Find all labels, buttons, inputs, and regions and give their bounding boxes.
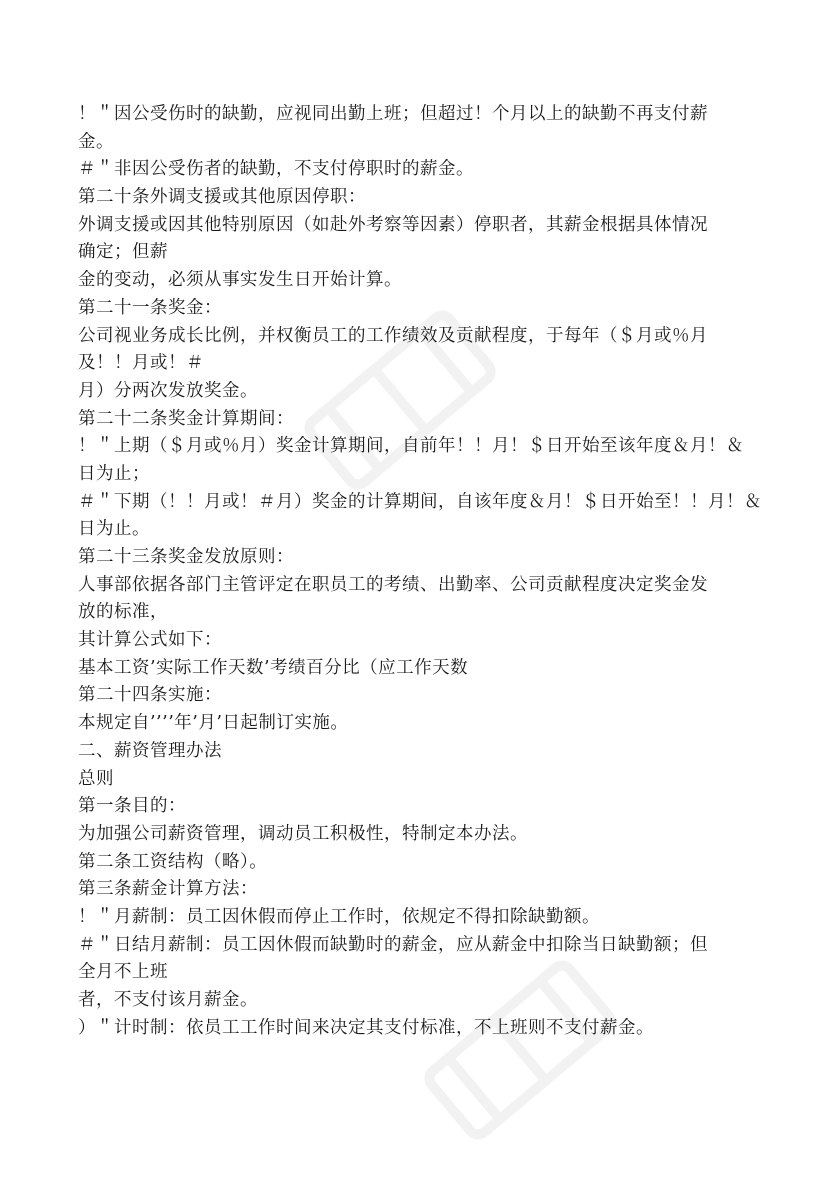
text-line: 日为止。 — [78, 519, 150, 540]
text-line: 为加强公司薪资管理，调动员工积极性，特制定本办法。 — [78, 823, 528, 844]
text-line: 公司视业务成长比例，并权衡员工的工作绩效及贡献程度，于每年（＄月或％月 — [78, 325, 708, 346]
section-heading: 第三条薪金计算方法： — [78, 879, 258, 900]
text-line: 人事部依据各部门主管评定在职员工的考绩、出勤率、公司贡献程度决定奖金发 — [78, 574, 708, 595]
text-line: 全月不上班 — [78, 962, 168, 983]
text-line: 金的变动，必须从事实发生日开始计算。 — [78, 270, 402, 291]
text-line: ＃＂下期（！！月或！＃月）奖金的计算期间，自该年度＆月！＄日开始至！！月！＆ — [78, 491, 762, 512]
section-heading: 第二十二条奖金计算期间： — [78, 408, 294, 429]
text-line: 本规定自’’’’年’月’日起制订实施。 — [78, 713, 349, 734]
section-heading: 第二十四条实施： — [78, 685, 222, 706]
section-heading: 第一条目的： — [78, 796, 186, 817]
text-line: ）＂计时制：依员工工作时间来决定其支付标准，不上班则不支付薪金。 — [78, 1017, 654, 1038]
text-line: 月）分两次发放奖金。 — [78, 380, 258, 401]
text-line: 放的标准， — [78, 602, 168, 623]
section-heading: 第二条工资结构（略）。 — [78, 851, 268, 872]
text-line: ＃＂日结月薪制：员工因休假而缺勤时的薪金，应从薪金中扣除当日缺勤额；但 — [78, 934, 708, 955]
text-line: ！＂月薪制：员工因休假而停止工作时，依规定不得扣除缺勤额。 — [78, 906, 600, 927]
section-heading: 第二十三条奖金发放原则： — [78, 547, 294, 567]
text-line: 其计算公式如下： — [78, 630, 222, 651]
text-line: ！＂因公受伤时的缺勤，应视同出勤上班；但超过！个月以上的缺勤不再支付薪 — [78, 104, 708, 124]
text-line: 确定；但薪 — [78, 242, 168, 263]
section-heading: 第二十条外调支援或其他原因停职： — [78, 187, 366, 208]
document-body — [78, 101, 760, 1042]
text-line: 者，不支付该月薪金。 — [78, 990, 258, 1010]
section-heading: 第二十一条奖金： — [78, 297, 222, 318]
text-line: 日为止； — [78, 463, 150, 484]
text-line: 外调支援或因其他特别原因（如赴外考察等因素）停职者，其薪金根据具体情况 — [78, 214, 708, 235]
chapter-heading: 二、薪资管理办法 — [78, 740, 222, 761]
text-line: 及！！月或！＃ — [78, 353, 204, 374]
text-line: 金。 — [78, 131, 114, 152]
formula-line: 基本工资’实际工作天数’考绩百分比（应工作天数 — [78, 657, 469, 678]
text-line: ＃＂非因公受伤者的缺勤，不支付停职时的薪金。 — [78, 159, 474, 180]
text-line: ！＂上期（＄月或％月）奖金计算期间，自前年！！月！＄日开始至该年度＆月！＆ — [78, 436, 744, 457]
subsection-heading: 总则 — [78, 768, 114, 789]
